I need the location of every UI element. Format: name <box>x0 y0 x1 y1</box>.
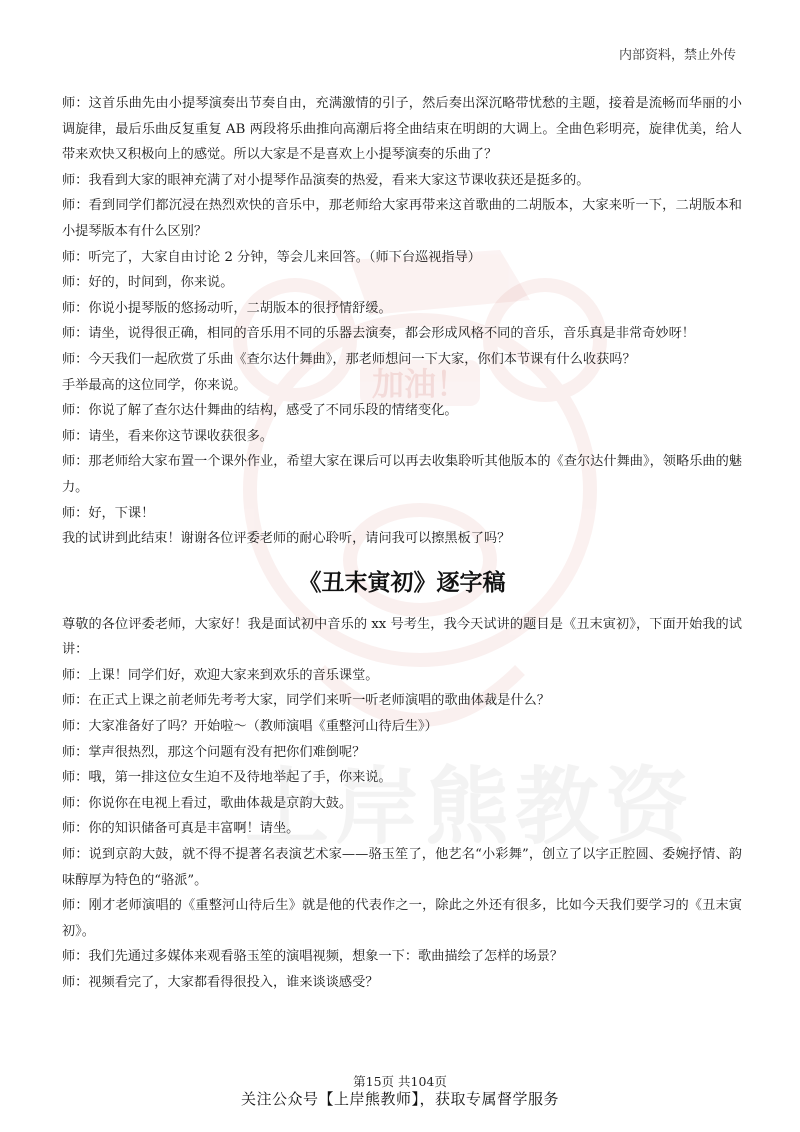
paragraph: 师：请坐，说得很正确，相同的音乐用不同的乐器去演奏，都会形成风格不同的音乐，音乐真是非常奇妙呀！ <box>62 326 695 342</box>
paragraph: 师：你说了解了查尔达什舞曲的结构，感受了不同乐段的情绪变化。 <box>62 403 458 419</box>
paragraph: 师：看到同学们都沉浸在热烈欢快的音乐中，那老师给大家再带来这首歌曲的二胡版本，大家来听一下，二胡版本和小提琴版本有什么区别？ <box>62 198 742 239</box>
paragraph: 师：哦，第一排这位女生迫不及待地举起了手，你来说。 <box>62 770 392 786</box>
paragraph: 师：这首乐曲先由小提琴演奏出节奏自由，充满激情的引子，然后奏出深沉略带忧愁的主题，接着是流畅而华丽的小调旋律，最后乐曲反复重复 AB 两段将乐曲推向高潮后将全曲结束在明朗的大调上。全曲色彩明亮，旋律优美，给人带来欢快又积极向上的感觉。所以大家是不是喜欢上小提琴演奏的乐曲了？ <box>62 96 742 163</box>
confidential-note: 内部资料，禁止外传 <box>618 48 736 63</box>
main-content <box>62 91 742 996</box>
paragraph: 尊敬的各位评委老师，大家好！我是面试初中音乐的 xx 号考生，我今天试讲的题目是《丑末寅初》，下面开始我的试讲： <box>62 616 742 658</box>
paragraph: 师：你的知识储备可真是丰富啊！请坐。 <box>62 821 300 837</box>
paragraph: 师：大家准备好了吗？开始啦～（教师演唱《重整河山待后生》） <box>62 719 438 735</box>
paragraph: 师：刚才老师演唱的《重整河山待后生》就是他的代表作之一，除此之外还有很多，比如今天我们要学习的《丑末寅初》。 <box>62 898 742 939</box>
paragraph: 师：我们先通过多媒体来观看骆玉笙的演唱视频，想象一下：歌曲描绘了怎样的场景？ <box>62 949 564 965</box>
paragraph: 师：你说小提琴版的悠扬动听，二胡版本的很抒情舒缓。 <box>62 300 392 316</box>
paragraph: 师：那老师给大家布置一个课外作业，希望大家在课后可以再去收集聆听其他版本的《查尔达什舞曲》，领略乐曲的魅力。 <box>62 454 742 495</box>
paragraph: 师：视频看完了，大家都看得很投入，谁来谈谈感受？ <box>62 975 379 990</box>
paragraph: 师：掌声很热烈，那这个问题有没有把你们难倒呢？ <box>62 744 366 760</box>
paragraph: 师：好的，时间到，你来说。 <box>62 275 234 291</box>
watermark-badge-text: 加油！ <box>371 365 469 403</box>
page-number: 第15页 共104页 <box>353 1074 447 1089</box>
paragraph: 师：我看到大家的眼神充满了对小提琴作品演奏的热爱，看来大家这节课收获还是挺多的。 <box>62 172 590 188</box>
paragraph: 师：今天我们一起欣赏了乐曲《查尔达什舞曲》，那老师想问一下大家，你们本节课有什么收获吗？ <box>62 351 636 367</box>
paragraph: 师：你说你在电视上看过，歌曲体裁是京韵大鼓。 <box>62 795 353 811</box>
paragraph: 师：上课！同学们好，欢迎大家来到欢乐的音乐课堂。 <box>62 667 379 683</box>
paragraph: 手举最高的这位同学，你来说。 <box>62 377 247 393</box>
paragraph: 师：在正式上课之前老师先考考大家，同学们来听一听老师演唱的歌曲体裁是什么？ <box>62 693 550 709</box>
footer-promo: 关注公众号【上岸熊教师】，获取专属督学服务 <box>240 1090 559 1108</box>
section-title: 《丑末寅初》逐字稿 <box>298 569 506 596</box>
paragraph: 师：说到京韵大鼓，就不得不提著名表演艺术家——骆玉笙了，他艺名“小彩舞”，创立了以字正腔圆、委婉抒情、韵味醇厚为特色的“骆派”。 <box>62 847 742 888</box>
paragraph: 我的试讲到此结束！谢谢各位评委老师的耐心聆听，请问我可以擦黑板了吗？ <box>62 531 511 547</box>
paragraph: 师：请坐，看来你这节课收获很多。 <box>62 428 273 444</box>
paragraph: 师：听完了，大家自由讨论 2 分钟，等会儿来回答。（师下台巡视指导） <box>62 249 481 265</box>
paragraph: 师：好，下课！ <box>62 505 155 521</box>
